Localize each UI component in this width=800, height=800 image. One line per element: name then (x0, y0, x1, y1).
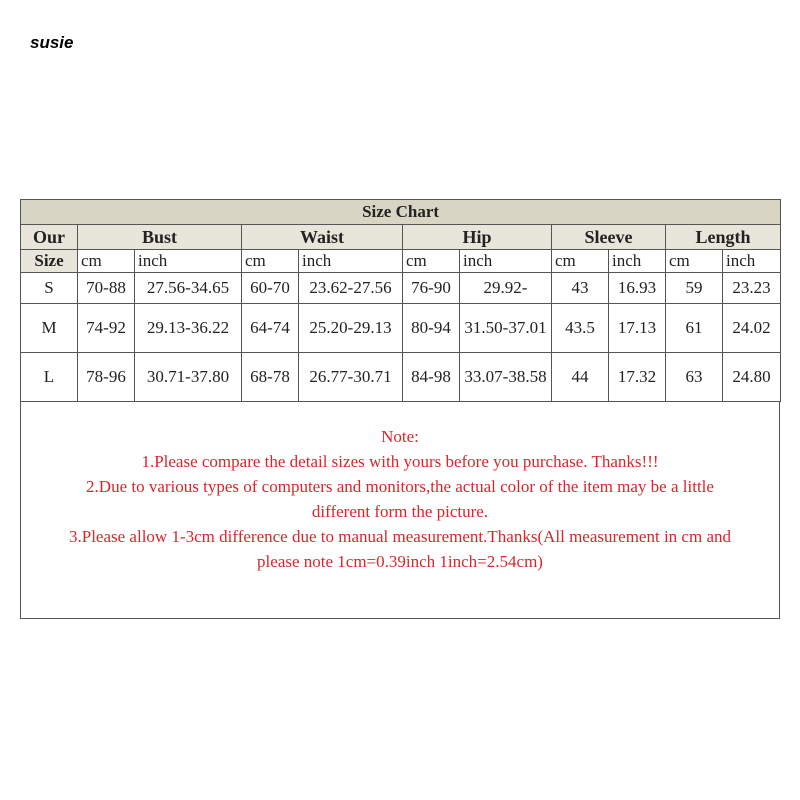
length-inch-cell: 24.80 (723, 353, 781, 402)
note-line-3b: please note 1cm=0.39inch 1inch=2.54cm) (257, 552, 543, 571)
sleeve-inch-cell: 17.13 (609, 304, 666, 353)
unit-header: inch (723, 250, 781, 273)
sleeve-cm-cell: 43.5 (552, 304, 609, 353)
note-line-1: 1.Please compare the detail sizes with yours before you purchase. Thanks!!! (141, 452, 659, 471)
hip-inch-cell: 31.50-37.01 (460, 304, 552, 353)
length-inch-cell: 23.23 (723, 273, 781, 304)
bust-cm-cell: 74-92 (78, 304, 135, 353)
bust-inch-cell: 27.56-34.65 (135, 273, 242, 304)
bust-cm-cell: 70-88 (78, 273, 135, 304)
bust-cm-cell: 78-96 (78, 353, 135, 402)
length-cm-cell: 63 (666, 353, 723, 402)
unit-header: inch (460, 250, 552, 273)
unit-header: inch (299, 250, 403, 273)
group-header-waist: Waist (242, 225, 403, 250)
sleeve-inch-cell: 17.32 (609, 353, 666, 402)
unit-header: cm (666, 250, 723, 273)
waist-inch-cell: 23.62-27.56 (299, 273, 403, 304)
sleeve-inch-cell: 16.93 (609, 273, 666, 304)
length-cm-cell: 59 (666, 273, 723, 304)
size-cell: L (21, 353, 78, 402)
unit-header: cm (242, 250, 299, 273)
unit-header: cm (78, 250, 135, 273)
sleeve-cm-cell: 44 (552, 353, 609, 402)
hip-inch-cell: 29.92- (460, 273, 552, 304)
table-row (21, 273, 781, 304)
length-inch-cell: 24.02 (723, 304, 781, 353)
notes-box (20, 402, 780, 619)
table-row (21, 304, 781, 353)
hip-inch-cell: 33.07-38.58 (460, 353, 552, 402)
sleeve-cm-cell: 43 (552, 273, 609, 304)
note-heading: Note: (381, 427, 419, 446)
size-table (20, 199, 781, 402)
size-cell: S (21, 273, 78, 304)
bust-inch-cell: 29.13-36.22 (135, 304, 242, 353)
unit-header: cm (552, 250, 609, 273)
size-cell: M (21, 304, 78, 353)
note-line-2a: 2.Due to various types of computers and monitors,the actual color of the item may be a little (86, 477, 714, 496)
waist-inch-cell: 26.77-30.71 (299, 353, 403, 402)
hip-cm-cell: 80-94 (403, 304, 460, 353)
length-cm-cell: 61 (666, 304, 723, 353)
waist-cm-cell: 64-74 (242, 304, 299, 353)
brand-label: susie (30, 33, 74, 52)
table-row (21, 353, 781, 402)
unit-header: cm (403, 250, 460, 273)
waist-cm-cell: 68-78 (242, 353, 299, 402)
size-chart (20, 199, 780, 619)
note-line-2b: different form the picture. (311, 502, 489, 521)
unit-header: inch (135, 250, 242, 273)
hip-cm-cell: 84-98 (403, 353, 460, 402)
group-header-sleeve: Sleeve (552, 225, 666, 250)
note-line-3a: 3.Please allow 1-3cm difference due to manual measurement.Thanks(All measurement in cm and (69, 527, 731, 546)
our-size-header-top: Our (21, 225, 78, 250)
table-title: Size Chart (21, 200, 781, 225)
hip-cm-cell: 76-90 (403, 273, 460, 304)
group-header-length: Length (666, 225, 781, 250)
waist-cm-cell: 60-70 (242, 273, 299, 304)
group-header-bust: Bust (78, 225, 242, 250)
waist-inch-cell: 25.20-29.13 (299, 304, 403, 353)
our-size-header-bottom: Size (21, 250, 78, 273)
unit-header: inch (609, 250, 666, 273)
group-header-hip: Hip (403, 225, 552, 250)
bust-inch-cell: 30.71-37.80 (135, 353, 242, 402)
